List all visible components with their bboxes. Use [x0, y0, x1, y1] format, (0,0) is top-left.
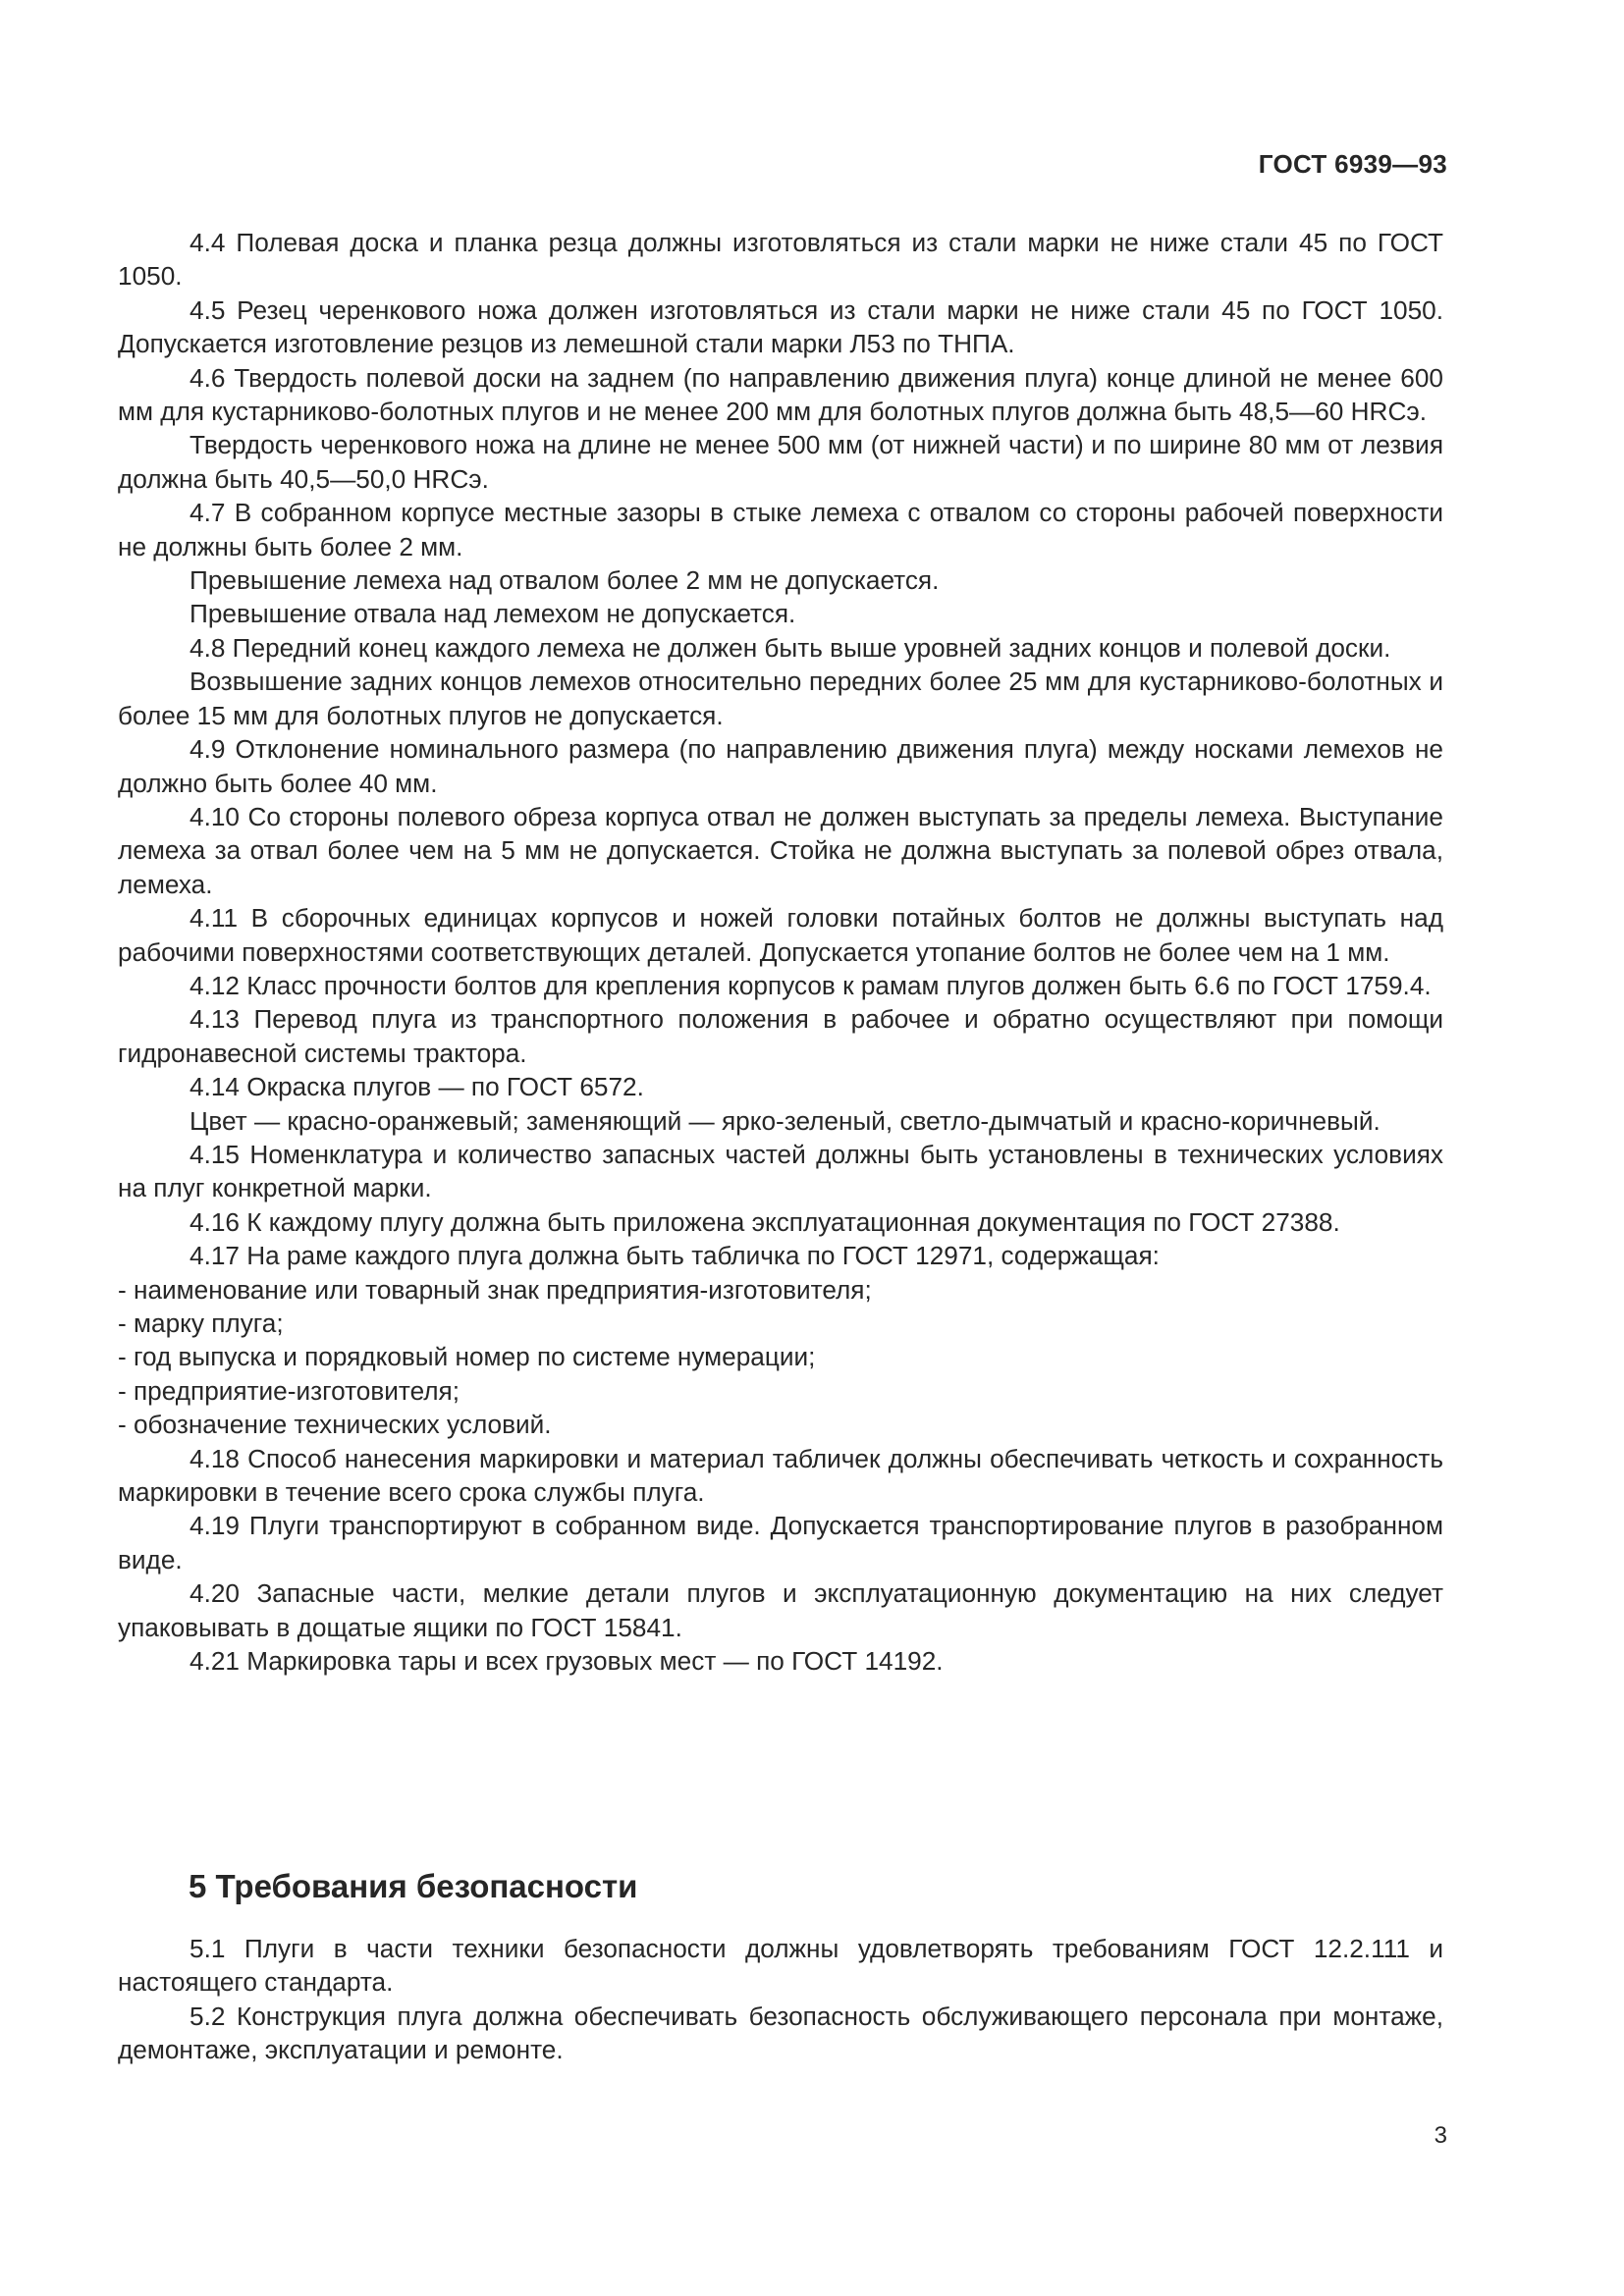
paragraph-4-16: 4.16 К каждому плугу должна быть приложена эксплуатационная документация по ГОСТ 27388. — [189, 1206, 1340, 1237]
paragraph-4-9: 4.9 Отклонение номинального размера (по направлению движения плуга) между носками лемехов не должно быть более 40 мм. — [118, 734, 1443, 798]
section-5-heading: 5 Требования безопасности — [189, 1868, 638, 1904]
paragraph-4-19: 4.19 Плуги транспортируют в собранном виде. Допускается транспортирование плугов в разобранном виде. — [118, 1511, 1443, 1575]
paragraph-4-11: 4.11 В сборочных единицах корпусов и ножей головки потайных болтов не должны выступать над рабочими поверхностями соответствующих деталей. Допускается утопание болтов не более чем на 1 мм. — [118, 903, 1443, 967]
paragraph-4-4: 4.4 Полевая доска и планка резца должны изготовляться из стали марки не ниже стали 45 по ГОСТ 1050. — [118, 228, 1443, 292]
paragraph-4-15: 4.15 Номенклатура и количество запасных частей должны быть установлены в технических условиях на плуг конкретной марки. — [118, 1139, 1443, 1203]
document-code-header: ГОСТ 6939—93 — [1258, 149, 1447, 179]
paragraph-4-6: 4.6 Твердость полевой доски на заднем (по направлению движения плуга) конце длиной не менее 600 мм для кустарниково-болотных плугов и не менее 200 мм для болотных плугов должна быть 48,5—60 HRCэ. — [118, 362, 1443, 427]
list-item: - наименование или товарный знак предприятия-изготовителя; — [118, 1274, 872, 1305]
section-5-body — [118, 1932, 1443, 2067]
page-number: 3 — [1434, 2122, 1447, 2149]
paragraph-4-10: 4.10 Со стороны полевого обреза корпуса отвал не должен выступать за пределы лемеха. Выступание лемеха за отвал более чем на 5 мм не допускается. Стойка не должна выступать за полевой обрез отвала, лемеха. — [118, 801, 1443, 899]
paragraph-5-2: 5.2 Конструкция плуга должна обеспечивать безопасность обслуживающего персонала при монтаже, демонтаже, эксплуатации и ремонте. — [118, 2001, 1443, 2065]
list-item: - год выпуска и порядковый номер по системе нумерации; — [118, 1342, 816, 1372]
paragraph-4-17: 4.17 На раме каждого плуга должна быть табличка по ГОСТ 12971, содержащая: — [189, 1241, 1160, 1271]
paragraph-4-7-share-excess: Превышение лемеха над отвалом более 2 мм не допускается. — [189, 565, 940, 596]
paragraph-4-7-moldboard-excess: Превышение отвала над лемехом не допускается. — [189, 599, 796, 629]
paragraph-4-20: 4.20 Запасные части, мелкие детали плугов и эксплуатационную документацию на них следует упаковывать в дощатые ящики по ГОСТ 15841. — [118, 1578, 1443, 1642]
paragraph-4-8-elevation: Возвышение задних концов лемехов относительно передних более 25 мм для кустарниково-болотных и более 15 мм для болотных плугов не допускается. — [118, 667, 1443, 730]
paragraph-4-14: 4.14 Окраска плугов — по ГОСТ 6572. — [189, 1072, 644, 1102]
section-4-body — [118, 226, 1443, 1678]
paragraph-4-13: 4.13 Перевод плуга из транспортного положения в рабочее и обратно осуществляют при помощи гидронавесной системы трактора. — [118, 1004, 1443, 1068]
paragraph-4-18: 4.18 Способ нанесения маркировки и материал табличек должны обеспечивать четкость и сохранность маркировки в течение всего срока службы плуга. — [118, 1443, 1443, 1508]
list-item: - марку плуга; — [118, 1308, 284, 1338]
paragraph-5-1: 5.1 Плуги в части техники безопасности должны удовлетворять требованиям ГОСТ 12.2.111 и настоящего стандарта. — [118, 1934, 1443, 1998]
paragraph-4-6-hardness: Твердость черенкового ножа на длине не менее 500 мм (от нижней части) и по ширине 80 мм от лезвия должна быть 40,5—50,0 HRCэ. — [118, 430, 1443, 494]
paragraph-4-12: 4.12 Класс прочности болтов для крепления корпусов к рамам плугов должен быть 6.6 по ГОСТ 1759.4. — [189, 970, 1432, 1000]
paragraph-4-8: 4.8 Передний конец каждого лемеха не должен быть выше уровней задних концов и полевой доски. — [189, 632, 1391, 663]
list-item: - обозначение технических условий. — [118, 1410, 552, 1440]
list-item: - предприятие-изготовителя; — [118, 1375, 460, 1406]
paragraph-4-14-color: Цвет — красно-оранжевый; заменяющий — ярко-зеленый, светло-дымчатый и красно-коричневый. — [189, 1105, 1380, 1136]
paragraph-4-21: 4.21 Маркировка тары и всех грузовых мест — по ГОСТ 14192. — [189, 1646, 944, 1677]
paragraph-4-7: 4.7 В собранном корпусе местные зазоры в стыке лемеха с отвалом со стороны рабочей поверхности не должны быть более 2 мм. — [118, 498, 1443, 561]
paragraph-4-5: 4.5 Резец черенкового ножа должен изготовляться из стали марки не ниже стали 45 по ГОСТ 1050. Допускается изготовление резцов из лемешной стали марки Л53 по ТНПА. — [118, 294, 1443, 359]
